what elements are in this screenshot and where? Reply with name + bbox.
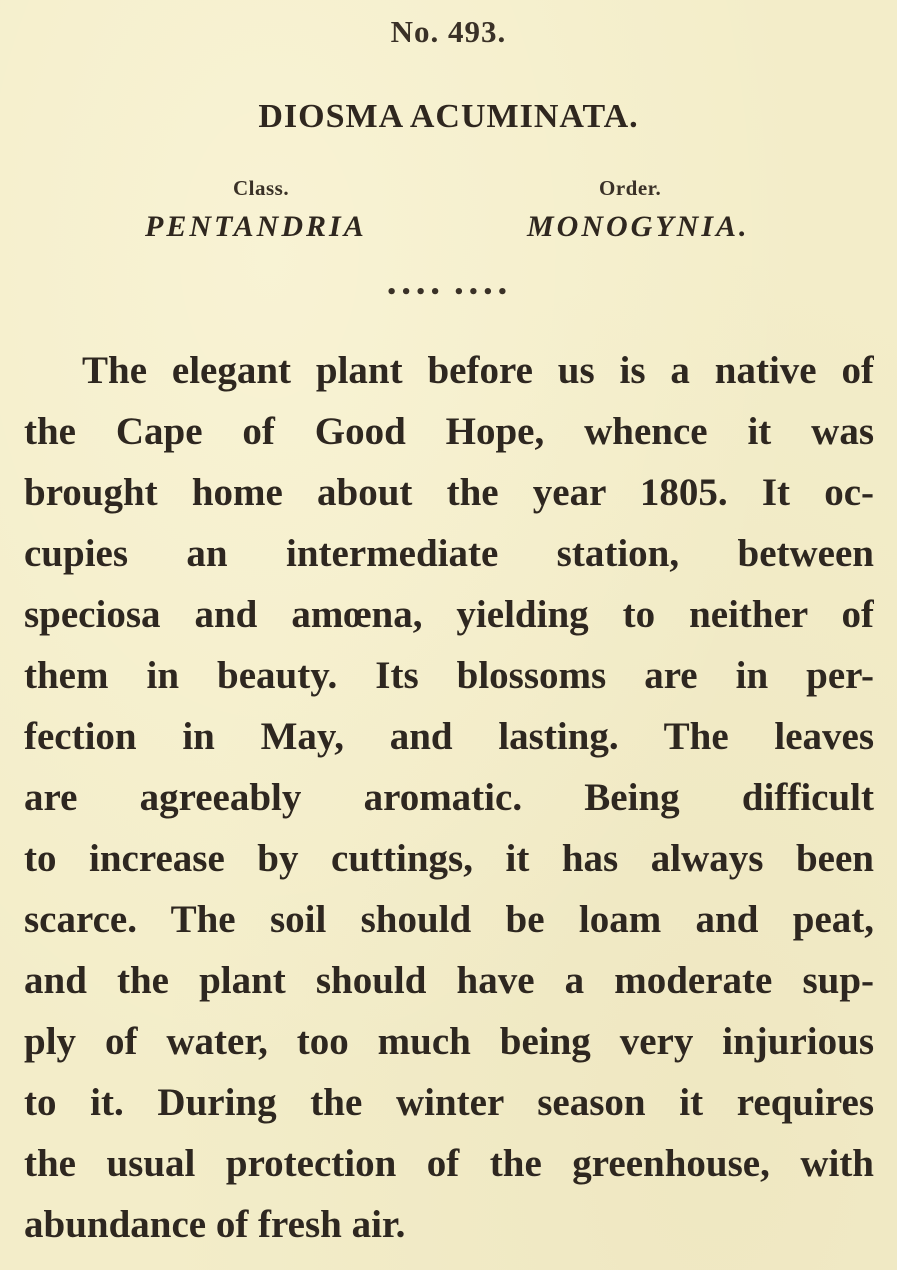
ornamental-divider: •••• •••• <box>385 282 512 303</box>
class-value: PENTANDRIA <box>145 210 367 243</box>
text-line: and the plant should have a moderate sup- <box>24 959 874 1002</box>
text-line: brought home about the year 1805. It oc- <box>24 471 874 514</box>
description-paragraph <box>24 340 874 1250</box>
text-line: to it. During the winter season it requires <box>24 1081 874 1124</box>
order-value: MONOGYNIA. <box>527 210 750 243</box>
text-line: scarce. The soil should be loam and peat, <box>24 898 874 941</box>
text-line: cupies an intermediate station, between <box>24 532 874 575</box>
text-line: are agreeably aromatic. Being difficult <box>24 776 874 819</box>
text-line: fection in May, and lasting. The leaves <box>24 715 874 758</box>
order-label: Order. <box>599 176 662 200</box>
text-line: the usual protection of the greenhouse, with <box>24 1142 874 1185</box>
plant-name-heading: DIOSMA ACUMINATA. <box>258 98 639 135</box>
text-line: speciosa and amœna, yielding to neither of <box>24 593 874 636</box>
class-label: Class. <box>233 176 290 200</box>
text-line: to increase by cuttings, it has always been <box>24 837 874 880</box>
text-line: ply of water, too much being very injurious <box>24 1020 874 1063</box>
text-line: abundance of fresh air. <box>24 1203 406 1246</box>
text-line: the Cape of Good Hope, whence it was <box>24 410 874 453</box>
text-line: them in beauty. Its blossoms are in per- <box>24 654 874 697</box>
text-line: The elegant plant before us is a native of <box>82 349 874 392</box>
plate-number: No. 493. <box>390 14 507 49</box>
